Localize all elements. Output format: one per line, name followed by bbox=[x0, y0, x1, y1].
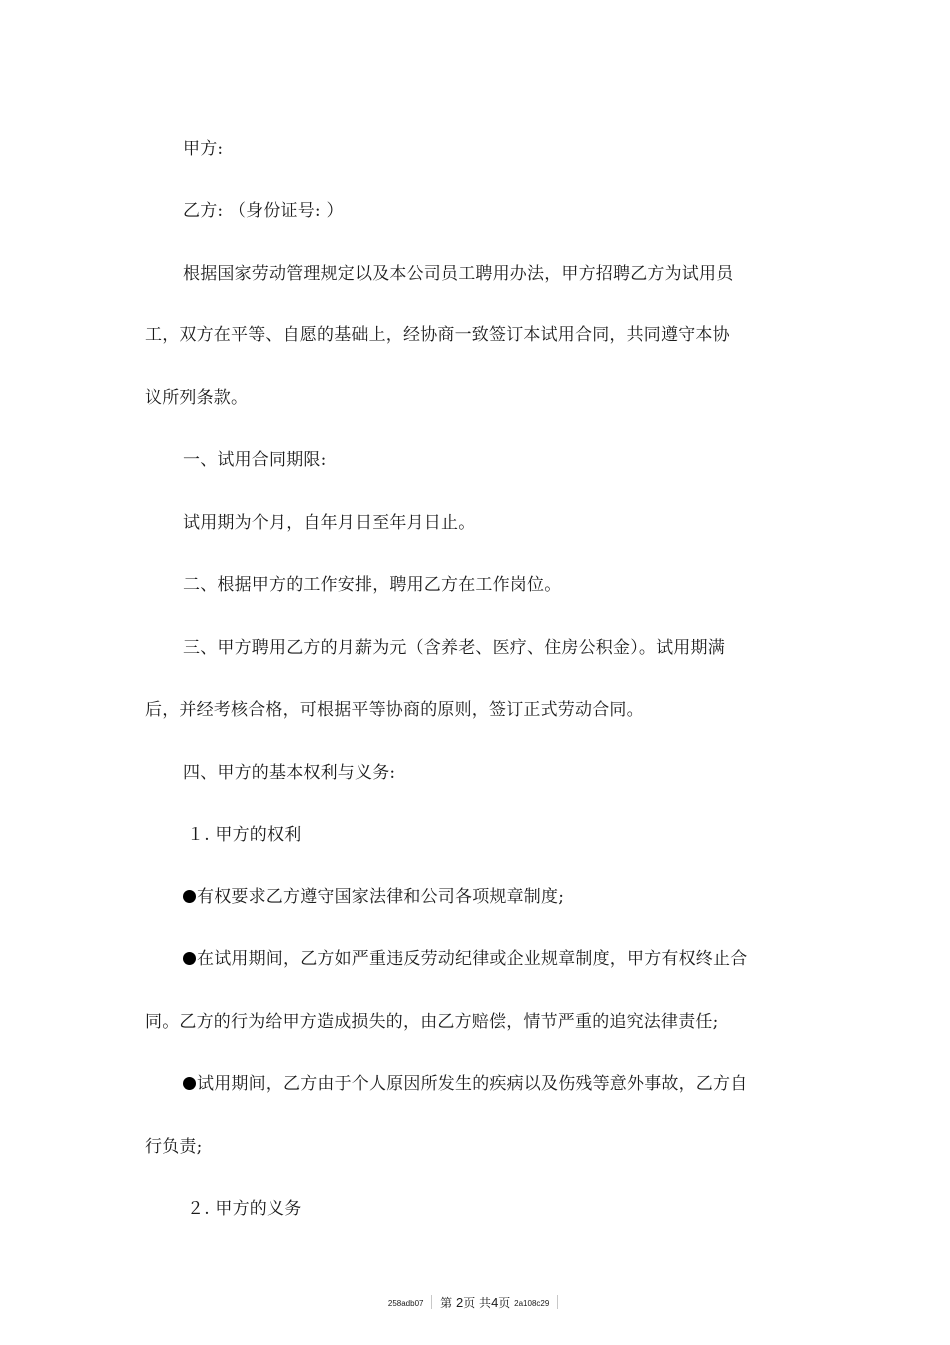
bullet-item-2-continuation: 同。乙方的行为给甲方造成损失的，由乙方赔偿，情节严重的追究法律责任; bbox=[145, 1012, 719, 1032]
footer-page-suffix: 页 bbox=[463, 1296, 476, 1310]
section-3-line-1: 三、甲方聘用乙方的月薪为元（含养老、医疗、住房公积金）。试用期满 bbox=[183, 638, 725, 658]
page-footer bbox=[0, 1294, 950, 1313]
footer-total-suffix: 页 bbox=[498, 1296, 511, 1310]
bullet-icon bbox=[183, 952, 196, 965]
subsection-rights-heading: １. 甲方的权利 bbox=[187, 825, 302, 845]
section-1-heading: 一、试用合同期限: bbox=[183, 450, 327, 470]
preamble-line-2: 工，双方在平等、自愿的基础上，经协商一致签订本试用合同，共同遵守本协 bbox=[145, 325, 730, 345]
section-2-text: 二、根据甲方的工作安排，聘用乙方在工作岗位。 bbox=[183, 575, 562, 595]
footer-page-prefix: 第 bbox=[440, 1296, 453, 1310]
footer-total-prefix: 共 bbox=[479, 1296, 492, 1310]
section-1-text: 试用期为个月，自年月日至年月日止。 bbox=[183, 513, 476, 533]
footer-total-pages: 4 bbox=[491, 1295, 499, 1310]
footer-divider bbox=[431, 1295, 432, 1309]
bullet-icon bbox=[183, 1077, 196, 1090]
section-3-line-2: 后，并经考核合格，可根据平等协商的原则，签订正式劳动合同。 bbox=[145, 700, 644, 720]
bullet-item-3 bbox=[183, 1072, 823, 1096]
bullet-item-1 bbox=[183, 885, 823, 909]
bullet-item-1-text: 有权要求乙方遵守国家法律和公司各项规章制度; bbox=[197, 887, 565, 907]
footer-page-number: 2 bbox=[455, 1295, 464, 1310]
subsection-obligations-heading: ２. 甲方的义务 bbox=[187, 1199, 302, 1219]
footer-left-hash: 258adb07 bbox=[387, 1299, 424, 1308]
footer-right-hash: 2a108c29 bbox=[514, 1299, 550, 1308]
bullet-item-3-continuation: 行负责; bbox=[145, 1137, 203, 1157]
party-b-line: 乙方: （身份证号: ） bbox=[183, 201, 344, 221]
preamble-line-1: 根据国家劳动管理规定以及本公司员工聘用办法，甲方招聘乙方为试用员 bbox=[183, 264, 734, 284]
bullet-item-3-text: 试用期间，乙方由于个人原因所发生的疾病以及伤残等意外事故，乙方自 bbox=[197, 1074, 748, 1094]
bullet-item-2-text: 在试用期间，乙方如严重违反劳动纪律或企业规章制度，甲方有权终止合 bbox=[197, 949, 748, 969]
preamble-line-3: 议所列条款。 bbox=[145, 388, 249, 408]
party-a-line: 甲方: bbox=[183, 139, 224, 159]
bullet-item-2 bbox=[183, 947, 823, 971]
footer-divider bbox=[557, 1295, 558, 1309]
section-4-heading: 四、甲方的基本权利与义务: bbox=[183, 763, 396, 783]
bullet-icon bbox=[183, 890, 196, 903]
